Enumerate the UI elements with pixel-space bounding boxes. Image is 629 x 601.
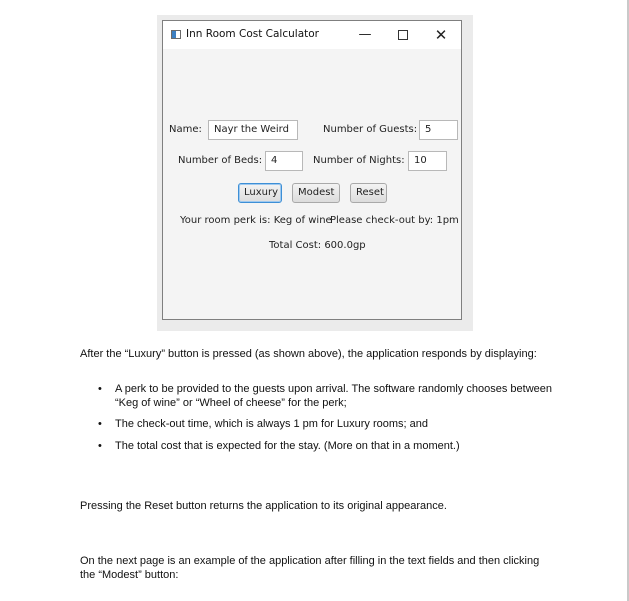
- guests-field[interactable]: 5: [419, 120, 458, 140]
- bullet-text: The total cost that is expected for the stay. (More on that in a moment.): [115, 440, 460, 452]
- beds-label: Number of Beds:: [178, 155, 263, 166]
- nights-label: Number of Nights:: [313, 155, 405, 166]
- bullet-icon: •: [98, 383, 102, 395]
- name-label: Name:: [169, 124, 202, 135]
- reset-button[interactable]: Reset: [350, 183, 387, 203]
- bullet-item-total: [98, 439, 568, 453]
- bullet-text: A perk to be provided to the guests upon arrival. The software randomly chooses between “Keg of wine” or “Wheel of cheese” for the perk;: [115, 383, 552, 409]
- total-cost-result: Total Cost: 600.0gp: [269, 240, 366, 251]
- nights-field[interactable]: 10: [408, 151, 447, 171]
- guests-label: Number of Guests:: [323, 124, 418, 135]
- title-bar[interactable]: [163, 21, 461, 49]
- app-window-icon: [171, 30, 181, 39]
- checkout-result: Please check-out by: 1pm: [330, 215, 459, 226]
- bullet-item-perk: [98, 382, 568, 410]
- name-field[interactable]: Nayr the Weird: [208, 120, 298, 140]
- close-icon[interactable]: ✕: [434, 26, 448, 44]
- window-title: Inn Room Cost Calculator: [186, 28, 319, 40]
- maximize-icon[interactable]: [391, 26, 415, 44]
- bullet-icon: •: [98, 440, 102, 452]
- intro-paragraph: After the “Luxury” button is pressed (as shown above), the application responds by displaying:: [80, 348, 537, 360]
- next-page-paragraph: On the next page is an example of the application after filling in the text fields and then clicking the “Modest” button:: [80, 555, 540, 581]
- app-window: [162, 20, 462, 320]
- luxury-button[interactable]: Luxury: [238, 183, 282, 203]
- bullet-text: The check-out time, which is always 1 pm for Luxury rooms; and: [115, 418, 429, 430]
- reset-paragraph: Pressing the Reset button returns the application to its original appearance.: [80, 500, 447, 512]
- perk-bullet-list: [98, 382, 568, 453]
- modest-button[interactable]: Modest: [292, 183, 340, 203]
- perk-result: Your room perk is: Keg of wine: [180, 215, 332, 226]
- beds-field[interactable]: 4: [265, 151, 303, 171]
- minimize-icon[interactable]: —: [358, 27, 372, 42]
- bullet-icon: •: [98, 418, 102, 430]
- bullet-item-checkout: [98, 417, 568, 431]
